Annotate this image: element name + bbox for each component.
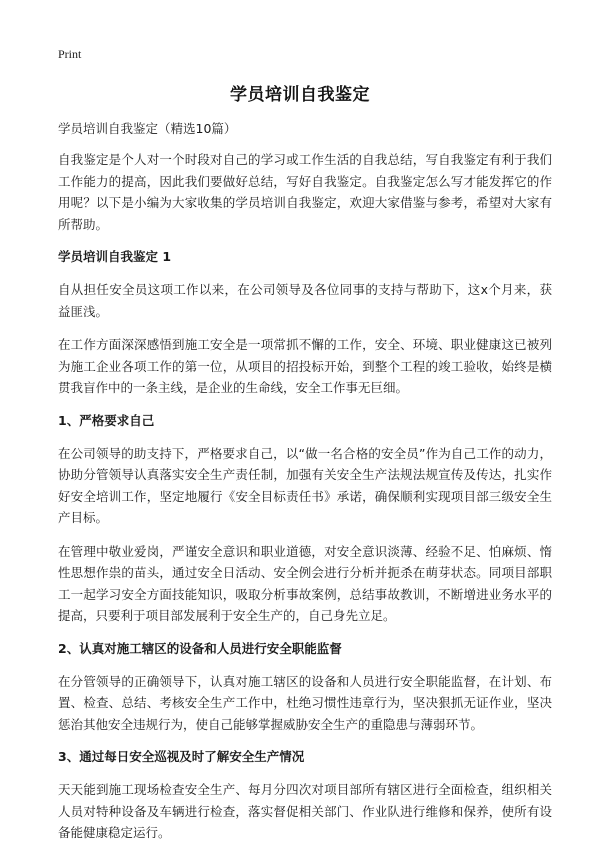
print-link[interactable]: Print xyxy=(58,47,82,61)
document-subtitle: 学员培训自我鉴定（精选10篇） xyxy=(58,121,237,136)
page-title: 学员培训自我鉴定 xyxy=(230,85,370,105)
paragraph-2: 在工作方面深深感悟到施工安全是一项常抓不懈的工作，安全、环境、职业健康这已被列为施工企业各项工作的第一位，从项目的招投标开始，到整个工程的竣工验收，始终是横贯我盲作中的一条主线，是企业的生命线，安全工作事无巨细。 xyxy=(58,337,552,395)
section-title: 学员培训自我鉴定 1 xyxy=(58,249,172,264)
heading-1: 1、严格要求自己 xyxy=(58,412,155,428)
document-body xyxy=(58,120,552,856)
paragraph-6: 天天能到施工现场检查安全生产、每月分四次对项目部所有辖区进行全面检查，组织相关人员对特种设备及车辆进行检查，落实督促相关部门、作业队进行维修和保养，使所有设备能健康稳定运行。 xyxy=(58,782,552,840)
paragraph-4: 在管理中敬业爱岗，严谨安全意识和职业道德，对安全意识淡薄、经验不足、怕麻烦、惰性思想作祟的苗头，通过安全日活动、安全例会进行分析并扼杀在萌芽状态。同项目部职工一起学习安全方面技能知识，吸取分析事故案例，总结事故教训，不断增进业务水平的提高，只要利于项目部发展利于安全生产的，自己身先立足。 xyxy=(58,543,552,623)
heading-2: 2、认真对施工辖区的设备和人员进行安全职能监督 xyxy=(58,640,342,656)
heading-3: 3、通过每日安全巡视及时了解安全生产情况 xyxy=(58,749,305,764)
intro-paragraph: 自我鉴定是个人对一个时段对自己的学习或工作生活的自我总结，写自我鉴定有利于我们工作能力的提高，因此我们要做好总结，写好自我鉴定。自我鉴定怎么写才能发挥它的作用呢？以下是小编为大家收集的学员培训自我鉴定，欢迎大家借鉴与参考，希望对大家有所帮助。 xyxy=(58,152,552,232)
paragraph-3: 在公司领导的助支持下，严格要求自己，以“做一名合格的安全员”作为自己工作的动力，协助分管领导认真落实安全生产责任制，加强有关安全生产法规法规宣传及传达，扎实作好安全培训工作，坚定地履行《安全目标责任书》承诺，确保顺利实现项目部三级安全生产目标。 xyxy=(58,445,552,525)
paragraph-1: 自从担任安全员这项工作以来，在公司领导及各位同事的支持与帮助下，这x个月来，获益匪浅。 xyxy=(58,282,552,319)
paragraph-5: 在分管领导的正确领导下，认真对施工辖区的设备和人员进行安全职能监督，在计划、布置、检查、总结、考核安全生产工作中，杜绝习惯性违章行为，坚决狠抓无证作业，坚决惩治其他安全违规行为，使自己能够掌握威胁安全生产的重隐患与薄弱环节。 xyxy=(58,673,552,732)
